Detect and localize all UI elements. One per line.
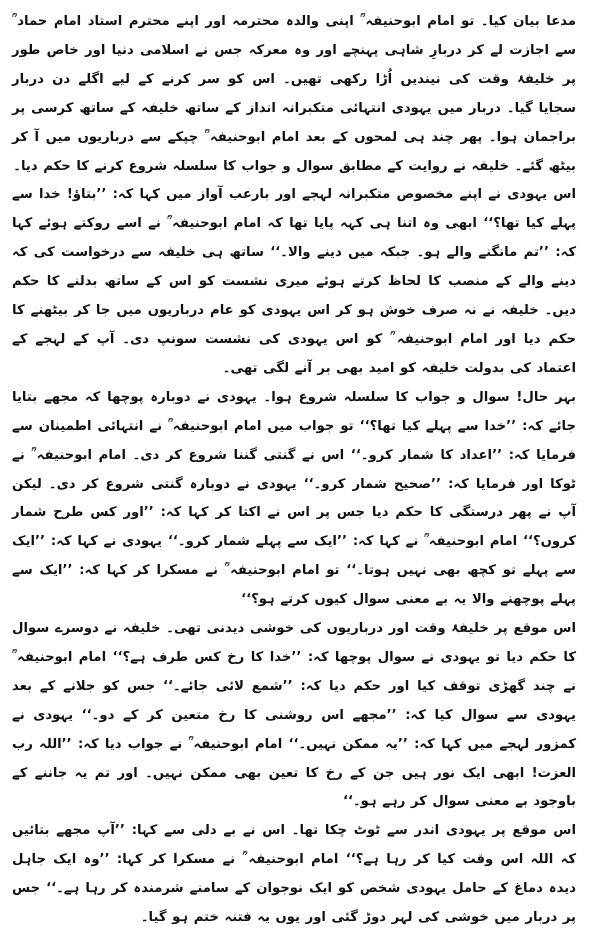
paragraph-5: اس موقع پر یہودی اندر سے ٹوٹ چکا تھا۔ اس نے بے دلی سے کہا: ’’آپ مجھے بتائیں کہ اللہ اس وقت کیا کر رہا ہے؟‘‘ امام ابوحنیفہ ؒ نے مسکرا کر کہا: ’’وہ ایک جاہل دیدہ دماغ کے حامل یہودی شخص کو ایک نوجوان کے سامنے شرمندہ کر رہا ہے۔‘‘ جس پر دربار میں خوشی کی لہر دوڑ گئی اور یوں یہ فتنہ ختم ہو گیا۔ (12, 823, 576, 926)
paragraph-2: اس یہودی نے اپنے مخصوص متکبرانہ لہجے اور بارعب آواز میں کہا کہ: ’’بتاؤ! خدا سے پہلے کیا تھا؟‘‘ ابھی وہ اتنا ہی کہہ پایا تھا کہ امام ابوحنیفہ ؒ نے اسے روکتے ہوئے کہا کہ: ’’تم مانگنے والے ہو۔ جبکہ میں دینے والا۔‘‘ ساتھ ہی خلیفہ سے درخواست کی کہ دینے والے کے منصب کا لحاظ کرتے ہوئے میری نشست کو اس کے ساتھ بدلنے کا حکم دیں۔ خلیفہ نے نہ صرف خوش ہو کر اس یہودی کو عام درباریوں میں جا کر بیٹھنے کا حکم دیا اور امام ابوحنیفہ ؒ کو اس یہودی کی نشست سونپ دی۔ آپ کے لہجے کے اعتماد کی بدولت خلیفہ کو امید بھی بر آنے لگی تھی۔ (12, 187, 576, 376)
paragraph-4: اس موقع پر خلیفۂ وقت اور درباریوں کی خوشی دیدنی تھی۔ خلیفہ نے دوسرے سوال کا حکم دیا تو یہودی نے سوال پوچھا کہ: ’’خدا کا رخ کس طرف ہے؟‘‘ امام ابوحنیفہ ؒ نے چند گھڑی توقف کیا اور حکم دیا کہ: ’’شمع لائی جائے۔‘‘ جس کو جلانے کے بعد یہودی سے سوال کیا کہ: ’’مجھے اس روشنی کا رخ متعین کر کے دو۔‘‘ یہودی نے کمزور لہجے میں کہا کہ: ’’یہ ممکن نہیں۔‘‘ امام ابوحنیفہ ؒ نے جواب دیا کہ: ’’اللہ رب العزت! ابھی ایک نور ہیں جن کے رخ کا تعین بھی ممکن نہیں۔ اور تم یہ جاننے کے باوجود بے معنی سوال کر رہے ہو۔‘‘ (12, 621, 576, 810)
paragraph-1: مدعا بیان کیا۔ تو امام ابوحنیفہ ؒ اپنی والدہ محترمہ اور اپنے محترم استاد امام حماد ؒ سے اجازت لے کر دربارِ شاہی پہنچے اور وہ معرکہ جس نے اسلامی دنیا اور خاص طور پر خلیفۂ وقت کی نیندیں اُڑا رکھی تھیں۔ اس کو سر کرنے کے لیے اگلے دن دربار سجایا گیا۔ دربار میں یہودی انتہائی متکبرانہ انداز کے ساتھ خلیفہ کے ساتھ کرسی پر براجمان ہوا۔ پھر چند ہی لمحوں کے بعد امام ابوحنیفہ ؒ چپکے سے درباریوں میں آ کر بیٹھ گئے۔ خلیفہ نے روایت کے مطابق سوال و جواب کا سلسلہ شروع کرنے کا حکم دیا۔ (12, 14, 576, 174)
paragraph-3: بہر حال! سوال و جواب کا سلسلہ شروع ہوا۔ یہودی نے دوبارہ پوچھا کہ مجھے بتایا جائے کہ: ’’خدا سے پہلے کیا تھا؟‘‘ تو جواب میں امام ابوحنیفہ ؒ نے انتہائی اطمینان سے فرمایا کہ: ’’اعداد کا شمار کرو۔‘‘ اس نے گنتی گننا شروع کر دی۔ امام ابوحنیفہ ؒ نے ٹوکا اور فرمایا کہ: ’’صحیح شمار کرو۔‘‘ یہودی نے دوبارہ گنتی شروع کر دی۔ لیکن آپ نے پھر درستگی کا حکم دیا جس پر اس نے اکتا کر کہا کہ: ’’اور کس طرح شمار کروں؟‘‘ امام ابوحنیفہ ؒ نے کہا کہ: ’’ایک سے پہلے شمار کرو۔‘‘ یہودی نے کہا کہ: ’’ایک سے پہلے تو کچھ بھی نہیں ہوتا۔‘‘ تو امام ابوحنیفہ ؒ نے مسکرا کر کہا کہ: ’’ایک سے پہلے پوچھنے والا یہ بے معنی سوال کیوں کرتے ہو؟‘‘ (12, 389, 576, 608)
